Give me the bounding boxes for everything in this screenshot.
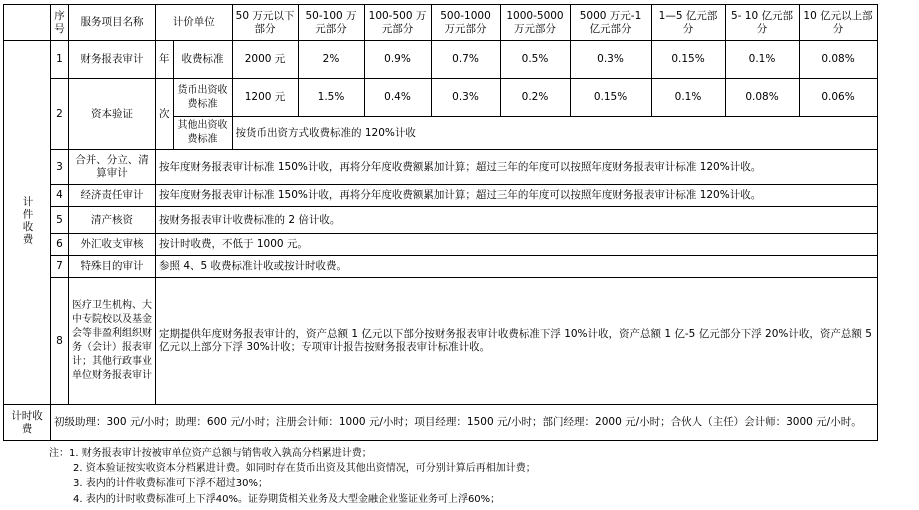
header-seq: 序号 bbox=[51, 5, 69, 41]
category-time-rate: 计时收费 bbox=[4, 405, 51, 441]
header-blank-cell bbox=[4, 5, 51, 41]
rate-cell: 0.15% bbox=[570, 79, 651, 117]
row-service-name: 清产核资 bbox=[69, 207, 156, 234]
table-row bbox=[4, 256, 878, 278]
rate-cell: 0.08% bbox=[725, 79, 799, 117]
header-row bbox=[4, 5, 878, 41]
rate-cell: 1.5% bbox=[298, 79, 364, 117]
rate-cell: 0.06% bbox=[799, 79, 877, 117]
rate-cell: 0.5% bbox=[500, 41, 570, 79]
row-unit-b: 其他出资收费标准 bbox=[173, 117, 232, 150]
row-service-name: 合并、分立、清算审计 bbox=[69, 150, 156, 185]
rate-cell: 0.08% bbox=[799, 41, 877, 79]
row-service-name: 特殊目的审计 bbox=[69, 256, 156, 278]
table-row bbox=[4, 41, 878, 79]
row-service-name: 资本验证 bbox=[69, 79, 156, 150]
row-description: 初级助理：300 元/小时；助理：600 元/小时；注册会计师：1000 元/小时；项目经理：1500 元/小时；部门经理：2000 元/小时；合伙人（主任）会计师：3000 元/小时。 bbox=[51, 405, 878, 441]
rate-cell: 0.3% bbox=[431, 79, 500, 117]
row-seq: 1 bbox=[51, 41, 69, 79]
header-tier-8: 5- 10 亿元部分 bbox=[725, 5, 799, 41]
rate-cell: 0.1% bbox=[725, 41, 799, 79]
table-row bbox=[4, 185, 878, 207]
rate-cell: 2% bbox=[298, 41, 364, 79]
rate-cell: 0.9% bbox=[364, 41, 431, 79]
rate-cell: 0.4% bbox=[364, 79, 431, 117]
table-row bbox=[4, 207, 878, 234]
row-service-name: 经济责任审计 bbox=[69, 185, 156, 207]
table-row bbox=[4, 150, 878, 185]
row-service-name: 财务报表审计 bbox=[69, 41, 156, 79]
header-tier-5: 1000-5000 万元部分 bbox=[500, 5, 570, 41]
note-item: 2. 资本验证按实收资本分档累进计费。如同时存在货币出资及其他出资情况，可分别计算后再相加计费； bbox=[73, 463, 536, 475]
row-service-name: 外汇收支审核 bbox=[69, 234, 156, 256]
header-tier-6: 5000 万元-1 亿元部分 bbox=[570, 5, 651, 41]
row-unit-b: 收费标准 bbox=[173, 41, 232, 79]
rate-cell: 0.7% bbox=[431, 41, 500, 79]
row-description: 按货币出资方式收费标准的 120%计收 bbox=[232, 117, 877, 150]
table-row bbox=[4, 234, 878, 256]
note-line bbox=[49, 446, 536, 461]
row-seq: 6 bbox=[51, 234, 69, 256]
header-unit: 计价单位 bbox=[156, 5, 233, 41]
header-tier-3: 100-500 万元部分 bbox=[364, 5, 431, 41]
row-seq: 2 bbox=[51, 79, 69, 150]
notes-section bbox=[49, 446, 536, 507]
note-item: 1. 财务报表审计按被审单位资产总额与销售收入孰高分档累进计费； bbox=[69, 448, 372, 459]
row-description: 按年度财务报表审计标准 150%计收，再将分年度收费额累加计算；超过三年的年度可以按照年度财务报表审计标准 120%计收。 bbox=[156, 150, 878, 185]
row-description: 参照 4、5 收费标准计收或按计时收费。 bbox=[156, 256, 878, 278]
header-tier-7: 1—5 亿元部分 bbox=[651, 5, 725, 41]
row-seq: 5 bbox=[51, 207, 69, 234]
row-seq: 3 bbox=[51, 150, 69, 185]
row-unit-a: 次 bbox=[156, 79, 174, 150]
rate-cell: 0.15% bbox=[651, 41, 725, 79]
row-description: 定期提供年度财务报表审计的，资产总额 1 亿元以下部分按财务报表审计收费标准下浮 10%计收，资产总额 1 亿-5 亿元部分下浮 20%计收，资产总额 5 亿元以上部分下浮 30%计收；专项审计报告按财务报表审计标准计收。 bbox=[156, 278, 878, 405]
rate-cell: 1200 元 bbox=[232, 79, 298, 117]
category-piece-rate: 计件收费 bbox=[4, 41, 51, 405]
row-unit-b: 货币出资收费标准 bbox=[173, 79, 232, 117]
header-service: 服务项目名称 bbox=[69, 5, 156, 41]
rate-cell: 2000 元 bbox=[232, 41, 298, 79]
table-row bbox=[4, 79, 878, 117]
rate-cell: 0.1% bbox=[651, 79, 725, 117]
header-tier-9: 10 亿元以上部分 bbox=[799, 5, 877, 41]
header-tier-2: 50-100 万元部分 bbox=[298, 5, 364, 41]
header-tier-1: 50 万元以下部分 bbox=[232, 5, 298, 41]
note-item: 4. 表内的计时收费标准可上下浮40%。证券期货相关业务及大型金融企业鉴证业务可上浮60%； bbox=[73, 493, 501, 505]
row-service-name: 医疗卫生机构、大中专院校以及基金会等非盈利组织财务（会计）报表审计；其他行政事业单位财务报表审计 bbox=[69, 278, 156, 405]
notes-prefix: 注： bbox=[49, 448, 69, 459]
table-row bbox=[4, 278, 878, 405]
row-seq: 7 bbox=[51, 256, 69, 278]
table-row bbox=[4, 405, 878, 441]
row-description: 按计时收费，不低于 1000 元。 bbox=[156, 234, 878, 256]
fee-table bbox=[3, 4, 878, 441]
row-description: 按年度财务报表审计标准 150%计收，再将分年度收费额累加计算；超过三年的年度可以按照年度财务报表审计标准 120%计收。 bbox=[156, 185, 878, 207]
row-unit-a: 年 bbox=[156, 41, 174, 79]
rate-cell: 0.3% bbox=[570, 41, 651, 79]
row-seq: 8 bbox=[51, 278, 69, 405]
header-tier-4: 500-1000 万元部分 bbox=[431, 5, 500, 41]
row-description: 按财务报表审计收费标准的 2 倍计收。 bbox=[156, 207, 878, 234]
note-item: 3. 表内的计件收费标准可下浮不超过30%； bbox=[73, 478, 268, 490]
row-seq: 4 bbox=[51, 185, 69, 207]
rate-cell: 0.2% bbox=[500, 79, 570, 117]
